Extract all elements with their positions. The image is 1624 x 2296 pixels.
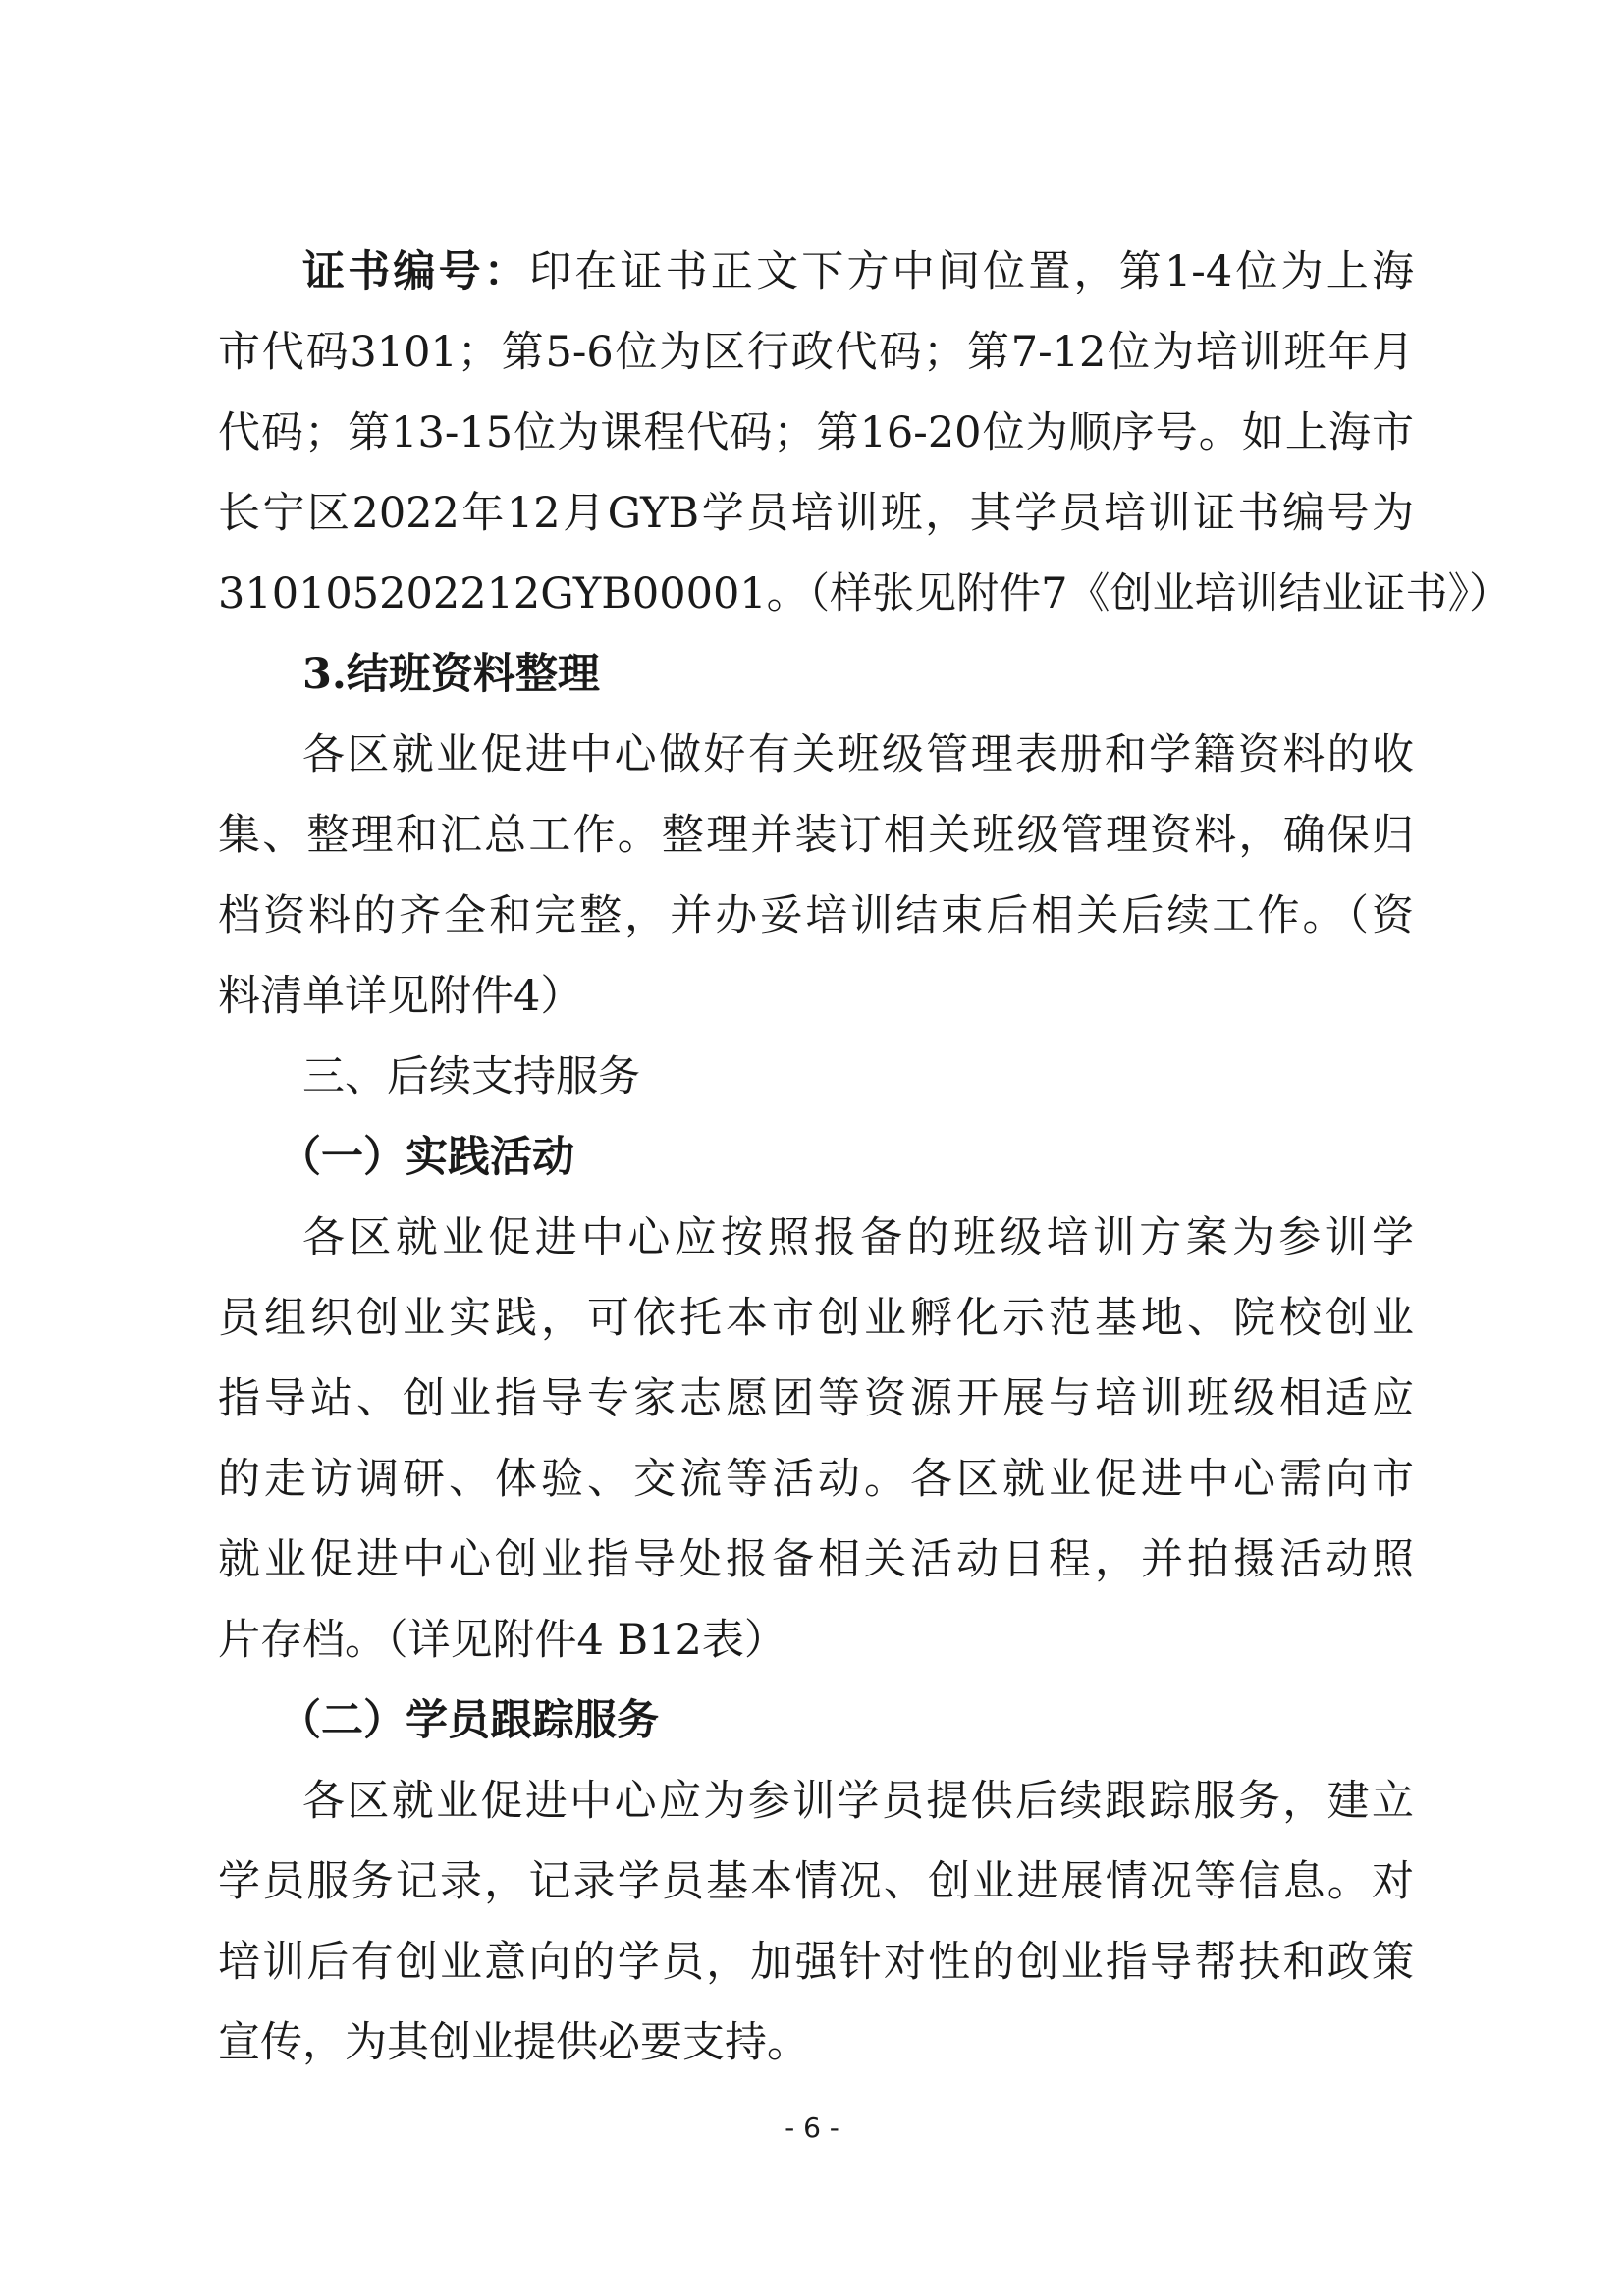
cert-line-1-text: 印在证书正文下方中间位置，第1-4位为上海 [529, 247, 1415, 296]
section-3-heading: 3.结班资料整理 [302, 650, 600, 699]
cert-paragraph-line-4: 长宁区2022年12月GYB学员培训班，其学员培训证书编号为 [218, 489, 1414, 538]
cert-paragraph-line-3: 代码；第13-15位为课程代码；第16-20位为顺序号。如上海市 [218, 408, 1414, 457]
practice-heading: （一）实践活动 [279, 1133, 574, 1182]
cert-paragraph-line-1 [218, 232, 1414, 312]
tracking-line-2: 学员服务记录，记录学员基本情况、创业进展情况等信息。对 [218, 1857, 1414, 1906]
tracking-line-3: 培训后有创业意向的学员，加强针对性的创业指导帮扶和政策 [218, 1938, 1414, 1987]
section-3-line-4: 料清单详见附件4） [218, 972, 583, 1021]
cert-paragraph-line-2: 市代码3101；第5-6位为区行政代码；第7-12位为培训班年月 [218, 328, 1414, 377]
tracking-line-1: 各区就业促进中心应为参训学员提供后续跟踪服务，建立 [302, 1777, 1414, 1826]
page-number: - 6 - [785, 2111, 839, 2144]
practice-line-1: 各区就业促进中心应按照报备的班级培训方案为参训学 [302, 1213, 1414, 1262]
section-3-line-3: 档资料的齐全和完整，并办妥培训结束后相关后续工作。（资 [218, 891, 1414, 940]
cert-label: 证书编号： [302, 247, 530, 296]
practice-line-6: 片存档。（详见附件4 B12表） [218, 1616, 786, 1665]
practice-line-5: 就业促进中心创业指导处报备相关活动日程，并拍摄活动照 [218, 1535, 1414, 1584]
section-3-line-1: 各区就业促进中心做好有关班级管理表册和学籍资料的收 [302, 730, 1414, 779]
tracking-line-4: 宣传，为其创业提供必要支持。 [218, 2018, 809, 2067]
section-3-line-2: 集、整理和汇总工作。整理并装订相关班级管理资料，确保归 [218, 811, 1414, 860]
practice-line-4: 的走访调研、体验、交流等活动。各区就业促进中心需向市 [218, 1455, 1414, 1504]
practice-line-2: 员组织创业实践，可依托本市创业孵化示范基地、院校创业 [218, 1294, 1414, 1343]
tracking-heading: （二）学员跟踪服务 [279, 1696, 659, 1745]
part-3-heading: 三、后续支持服务 [302, 1052, 640, 1101]
cert-paragraph-line-5: 310105202212GYB00001。（样张见附件7《创业培训结业证书》） [218, 569, 1512, 618]
practice-line-3: 指导站、创业指导专家志愿团等资源开展与培训班级相适应 [218, 1374, 1414, 1423]
